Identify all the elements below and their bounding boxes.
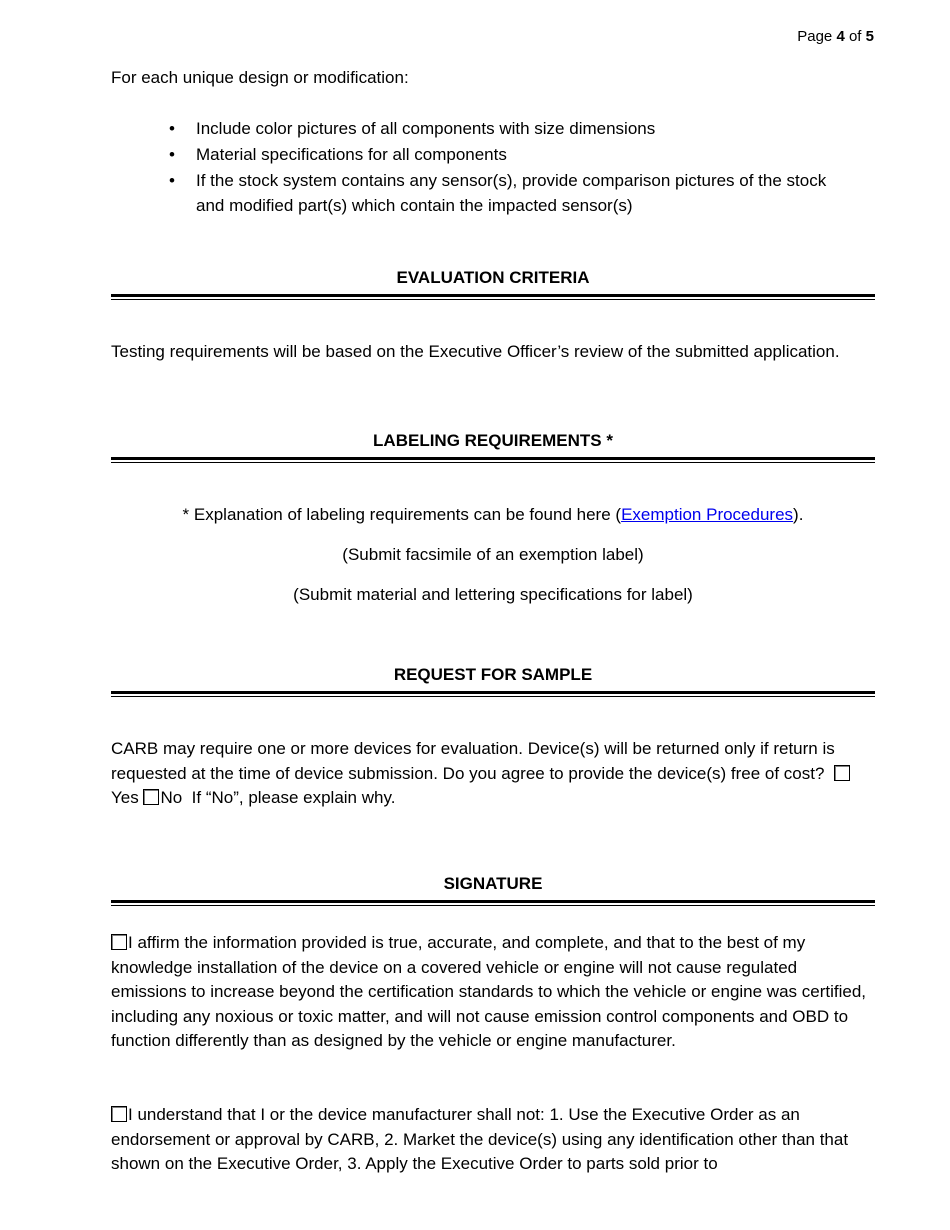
list-item: • If the stock system contains any sensor(s), provide comparison pictures of the stock and modified part(s) which contain the impacted sensor(s): [169, 169, 859, 218]
page-of: of: [848, 28, 862, 45]
page-current: 4: [836, 28, 845, 45]
understand-checkbox[interactable]: [111, 1106, 127, 1122]
understand-paragraph: [111, 1103, 875, 1177]
affirm-paragraph: [111, 931, 875, 1054]
sample-paragraph: [111, 737, 875, 811]
labeling-heading: LABELING REQUIREMENTS *: [373, 431, 613, 450]
section-divider: [111, 462, 875, 463]
sample-text: CARB may require one or more devices for evaluation. Device(s) will be returned only if return is requested at the time of device submission. Do you agree to provide the device(s) free of cost?: [111, 739, 835, 783]
page-total: 5: [865, 28, 874, 45]
requirements-list: [169, 117, 859, 220]
intro-lead: For each unique design or modification:: [111, 68, 409, 87]
list-item: • Include color pictures of all components with size dimensions: [169, 117, 859, 142]
affirm-text: I affirm the information provided is true, accurate, and complete, and that to the best of my knowledge installation of the device on a covered vehicle or engine will not cause regulated emissions to increase beyond the certification standards to which the vehicle or engine was certified, including any noxious or toxic matter, and will not cause emission control components and OBD to function differently than as designed by the vehicle or engine manufacturer.: [111, 933, 867, 1050]
evaluation-heading: EVALUATION CRITERIA: [396, 268, 590, 287]
page-number: [797, 28, 874, 45]
understand-text: I understand that I or the device manufacturer shall not: 1. Use the Executive Order as an endorsement or approval by CARB, 2. Market the device(s) using any identification other than that shown on the Executive Order, 3. Apply the Executive Order to parts sold prior to: [111, 1105, 849, 1173]
section-divider: [111, 696, 875, 697]
affirm-checkbox[interactable]: [111, 934, 127, 950]
section-divider: [111, 294, 875, 297]
section-divider: [111, 457, 875, 460]
sample-explain-text: If “No”, please explain why.: [191, 788, 396, 807]
section-divider: [111, 691, 875, 694]
no-checkbox[interactable]: [143, 789, 159, 805]
labeling-note-text: * Explanation of labeling requirements can be found here (: [182, 505, 622, 524]
sample-heading: REQUEST FOR SAMPLE: [393, 665, 593, 684]
exemption-procedures-link[interactable]: Exemption Procedures: [621, 505, 794, 524]
labeling-line-material: (Submit material and lettering specifications for label): [293, 585, 693, 604]
section-divider: [111, 900, 875, 903]
yes-label: Yes: [111, 788, 139, 807]
labeling-note: [111, 503, 875, 528]
labeling-line-facsimile: (Submit facsimile of an exemption label): [342, 545, 644, 564]
yes-checkbox[interactable]: [834, 765, 850, 781]
section-divider: [111, 905, 875, 906]
section-divider: [111, 299, 875, 300]
signature-heading: SIGNATURE: [443, 874, 543, 893]
labeling-note-end: ).: [793, 505, 804, 524]
no-label: No: [160, 788, 183, 807]
list-item: • Material specifications for all components: [169, 143, 859, 168]
page-prefix: Page: [797, 28, 833, 45]
evaluation-text: Testing requirements will be based on the Executive Officer’s review of the submitted application.: [111, 342, 840, 361]
